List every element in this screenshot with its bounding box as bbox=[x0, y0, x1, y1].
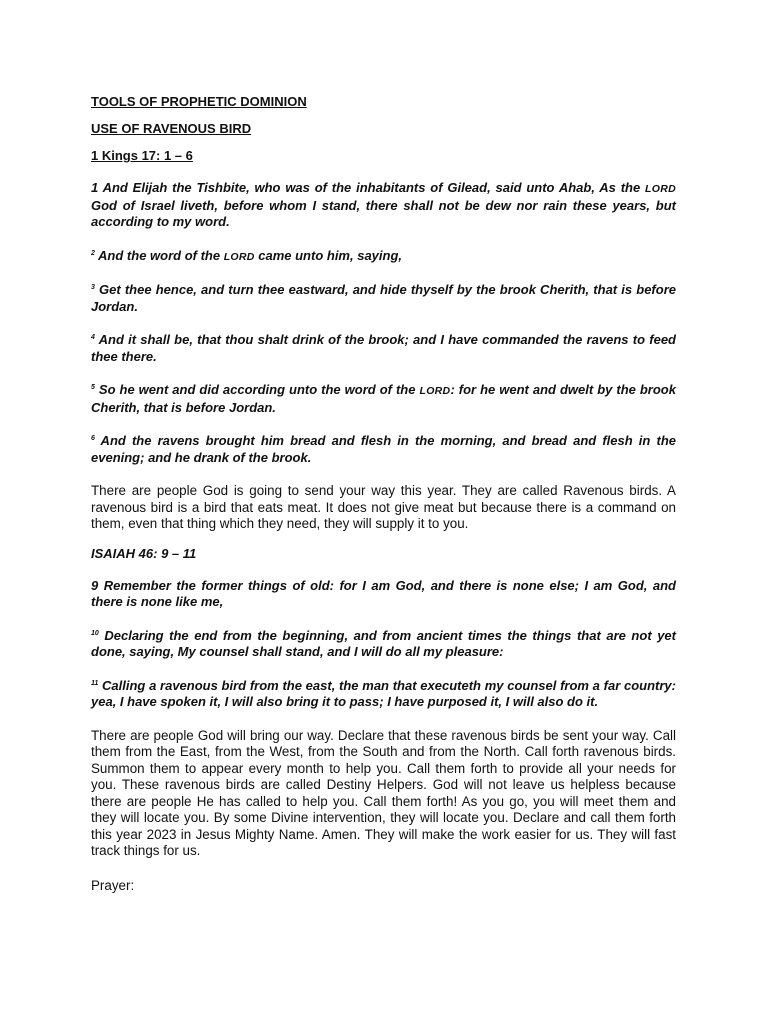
verse-6-number: 6 bbox=[91, 435, 95, 442]
isaiah-verse-11-number: 11 bbox=[91, 679, 99, 687]
verse-5-lord: LORD bbox=[419, 385, 451, 397]
verse-3-text: Get thee hence, and turn thee eastward, and hide thyself by the brook Cherith, that is before Jordan. bbox=[91, 282, 676, 314]
commentary-paragraph-2: There are people God will bring our way. Declare that these ravenous birds be sent your way. Call them from the East, from the West, from the South and from the North. Call forth ravenous birds. Summon them to appear every month to help you. Call them forth to provide all your needs for you. These ravenous birds are called Destiny Helpers. God will not leave us helpless because there are people He has called to help you. Call them forth! As you go, you will meet them and they will locate you. By some Divine intervention, they will locate you. Declare and call them forth this year 2023 in Jesus Mighty Name. Amen. They will make the work easier for us. They will fast track things for us. bbox=[91, 727, 676, 858]
commentary-paragraph-1: There are people God is going to send your way this year. They are called Ravenous birds. A ravenous bird is a bird that eats meat. It does not give meat but because there is a command on them, even that thing which they need, they will supply it to you. bbox=[91, 483, 676, 531]
verse-2-lord: LORD bbox=[223, 250, 255, 263]
verse-5-text-b: : for he went and dwelt by the brook Cherith, that is before Jordan. bbox=[91, 382, 676, 415]
verse-3 bbox=[91, 282, 676, 315]
verse-4-number: 4 bbox=[91, 334, 95, 341]
verse-1 bbox=[91, 180, 676, 231]
isaiah-verse-10-text: Declaring the end from the beginning, and from ancient times the things that are not yet done, saying, My counsel shall stand, and I will do all my pleasure: bbox=[91, 627, 676, 659]
isaiah-verse-11 bbox=[91, 678, 676, 711]
scripture-reference-kings: 1 Kings 17: 1 – 6 bbox=[91, 148, 193, 163]
verse-5-text-a: So he went and did according unto the word of the bbox=[94, 382, 420, 397]
verse-5 bbox=[91, 382, 676, 416]
verse-1-text-a: 1 And Elijah the Tishbite, who was of the inhabitants of Gilead, said unto Ahab, As the bbox=[91, 180, 646, 195]
document-subtitle: USE OF RAVENOUS BIRD bbox=[91, 121, 252, 136]
verse-4-text: And it shall be, that thou shalt drink of the brook; and I have commanded the ravens to feed thee there. bbox=[91, 332, 676, 364]
isaiah-verse-10 bbox=[91, 628, 676, 661]
isaiah-verse-10-number: 10 bbox=[91, 629, 99, 637]
isaiah-verse-9 bbox=[91, 578, 676, 611]
verse-1-text-b: God of Israel liveth, before whom I stand, there shall not be dew nor rain these years, but according to my word. bbox=[91, 197, 676, 229]
verse-5-number: 5 bbox=[91, 384, 95, 391]
scripture-reference-isaiah: ISAIAH 46: 9 – 11 bbox=[91, 545, 197, 561]
isaiah-verse-11-text: Calling a ravenous bird from the east, the man that executeth my counsel from a far country: yea, I have spoken it, I will also bring it to pass; I have purposed it, I will also do it. bbox=[91, 677, 676, 709]
isaiah-verse-9-text: 9 Remember the former things of old: for I am God, and there is none else; I am God, and there is none like me, bbox=[91, 577, 676, 609]
verse-6 bbox=[91, 433, 676, 466]
verse-6-text: And the ravens brought him bread and flesh in the morning, and bread and flesh in the evening; and he drank of the brook. bbox=[91, 433, 676, 465]
prayer-label: Prayer: bbox=[91, 877, 135, 893]
verse-2 bbox=[91, 248, 676, 266]
verse-4 bbox=[91, 332, 676, 365]
verse-2-text-b: came unto him, saying, bbox=[254, 247, 403, 263]
verse-3-number: 3 bbox=[91, 284, 95, 291]
verse-2-number: 2 bbox=[91, 249, 95, 257]
document-title: TOOLS OF PROPHETIC DOMINION bbox=[91, 94, 307, 109]
verse-1-lord: LORD bbox=[645, 183, 676, 195]
verse-2-text-a: And the word of the bbox=[94, 247, 224, 263]
